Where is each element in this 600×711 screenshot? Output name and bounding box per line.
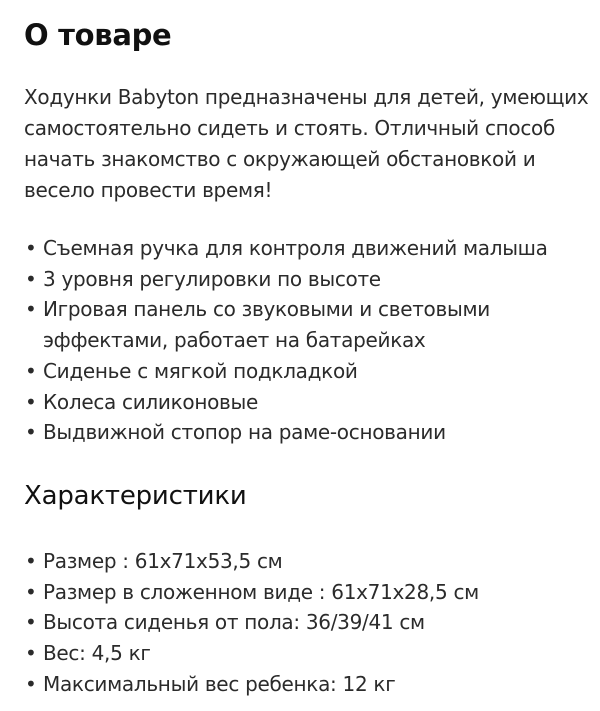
bullet-dot: • bbox=[25, 236, 37, 260]
feature-item bbox=[24, 356, 594, 387]
spec-item bbox=[24, 607, 594, 638]
feature-text: 3 уровня регулировки по высоте bbox=[43, 266, 381, 291]
feature-text: Съемная ручка для контроля движений малыша bbox=[43, 236, 548, 260]
feature-item bbox=[24, 264, 594, 295]
feature-item bbox=[24, 233, 594, 264]
bullet-dot: • bbox=[25, 610, 37, 635]
spec-text: Размер : 61х71х53,5 см bbox=[43, 549, 283, 573]
spec-item bbox=[24, 638, 594, 669]
spec-text: Размер в сложенном виде : 61х71х28,5 см bbox=[43, 579, 479, 604]
feature-item bbox=[24, 294, 594, 355]
characteristics-list bbox=[24, 546, 594, 700]
bullet-dot: • bbox=[25, 266, 37, 291]
features-list bbox=[24, 233, 594, 448]
feature-item bbox=[24, 417, 594, 448]
feature-item bbox=[24, 387, 594, 418]
bullet-dot: • bbox=[25, 389, 37, 414]
feature-text: Игровая панель со звуковыми и световыми эффектами, работает на батарейках bbox=[43, 297, 490, 353]
spec-text: Максимальный вес ребенка: 12 кг bbox=[43, 671, 396, 696]
bullet-dot: • bbox=[25, 358, 37, 383]
spec-item bbox=[24, 669, 594, 700]
spec-text: Высота сиденья от пола: 36/39/41 см bbox=[43, 610, 425, 635]
bullet-dot: • bbox=[25, 297, 37, 322]
characteristics-heading: Характеристики bbox=[24, 481, 247, 511]
bullet-dot: • bbox=[25, 579, 37, 604]
bullet-dot: • bbox=[25, 641, 37, 666]
bullet-dot: • bbox=[25, 549, 37, 573]
feature-text: Колеса силиконовые bbox=[43, 389, 259, 414]
feature-text: Выдвижной стопор на раме-основании bbox=[43, 420, 446, 445]
about-product-heading: О товаре bbox=[24, 18, 172, 52]
product-description: Ходунки Babyton предназначены для детей, умеющих самостоятельно сидеть и стоять. Отличный способ начать знакомство с окружающей обстановкой и весело провести время! bbox=[24, 85, 589, 202]
bullet-dot: • bbox=[25, 671, 37, 696]
spec-item bbox=[24, 546, 594, 577]
bullet-dot: • bbox=[25, 420, 37, 445]
spec-text: Вес: 4,5 кг bbox=[43, 641, 151, 666]
spec-item bbox=[24, 577, 594, 608]
feature-text: Сиденье с мягкой подкладкой bbox=[43, 358, 358, 383]
